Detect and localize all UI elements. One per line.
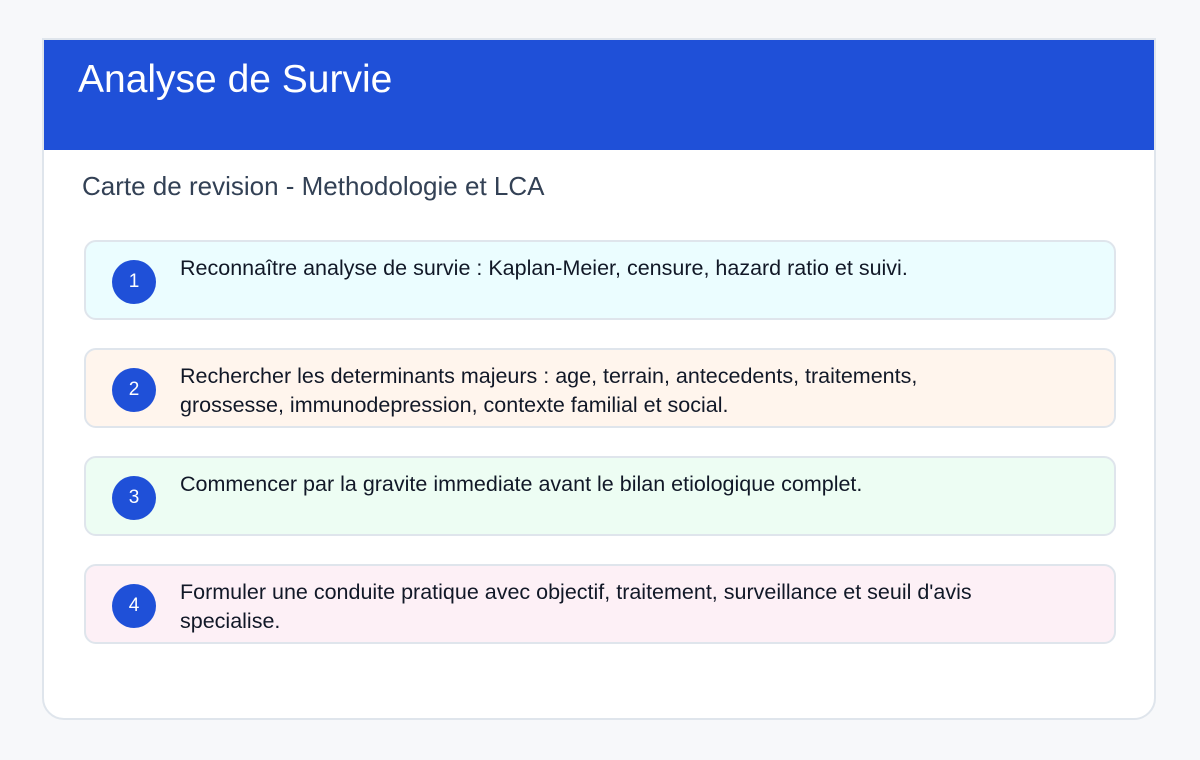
step-number-badge: 1 — [112, 260, 156, 304]
card-subtitle: Carte de revision - Methodologie et LCA — [82, 171, 545, 201]
step-number-badge: 4 — [112, 584, 156, 628]
step-item-4 — [84, 564, 1116, 644]
step-text: Commencer par la gravite immediate avant le bilan etiologique complet. — [180, 472, 863, 496]
revision-card — [42, 38, 1156, 720]
step-number-badge: 3 — [112, 476, 156, 520]
step-item-2 — [84, 348, 1116, 428]
step-item-1 — [84, 240, 1116, 320]
card-header — [42, 38, 1156, 150]
page-title: Analyse de Survie — [78, 58, 393, 101]
step-item-3 — [84, 456, 1116, 536]
step-number-badge: 2 — [112, 368, 156, 412]
step-text: Rechercher les determinants majeurs : age, terrain, antecedents, traitements, grossesse, immunodepression, contexte familial et social. — [180, 364, 918, 417]
step-text: Reconnaître analyse de survie : Kaplan-Meier, censure, hazard ratio et suivi. — [180, 256, 908, 280]
step-text: Formuler une conduite pratique avec objectif, traitement, surveillance et seuil d'avis specialise. — [180, 580, 972, 633]
